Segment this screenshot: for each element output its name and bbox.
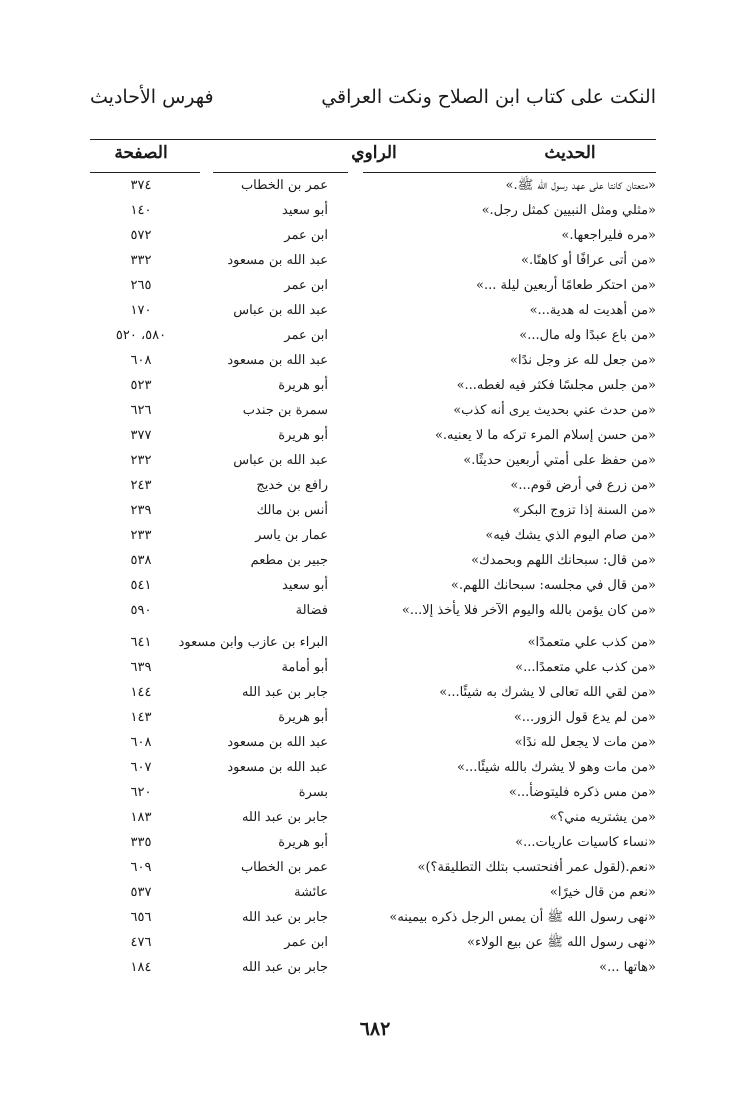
hadith-cell: «من حدث عني بحديث يرى أنه كذب» (453, 403, 656, 418)
narrator-cell: أبو أمامة (281, 660, 328, 675)
narrator-cell: ابن عمر (284, 278, 328, 293)
column-header-hadith: الحديث (544, 143, 596, 163)
page-cell: ٦٠٨ (130, 353, 152, 368)
hadith-cell: «نساء كاسيات عاريات...» (515, 835, 656, 850)
table-row (90, 199, 656, 224)
table-row (90, 574, 656, 599)
book-title: النكت على كتاب ابن الصلاح ونكت العراقي (321, 86, 656, 108)
table-row (90, 831, 656, 856)
narrator-cell: سمرة بن جندب (242, 403, 328, 418)
page-cell: ١٤٤ (130, 685, 152, 700)
page-cell: ٣٣٢ (130, 253, 152, 268)
page-cell: ٥٨٠، ٥٢٠ (115, 328, 167, 343)
hadith-cell: «من احتكر طعامًا أربعين ليلة ...» (475, 278, 656, 293)
narrator-cell: أبو سعيد (282, 203, 328, 218)
narrator-cell: أنس بن مالك (256, 503, 328, 518)
page-cell: ٥٧٢ (130, 228, 152, 243)
narrator-cell: بسرة (298, 785, 328, 800)
hadith-cell: «من أهديت له هدية...» (529, 303, 656, 318)
narrator-cell: فضالة (295, 603, 328, 618)
page-cell: ٥٩٠ (130, 603, 152, 618)
narrator-cell: جابر بن عبد الله (241, 810, 328, 825)
table-row (90, 806, 656, 831)
page-cell: ٦٣٩ (130, 660, 152, 675)
hadith-cell: «من كان يؤمن بالله واليوم الآخر فلا يأخذ إلا...» (401, 603, 656, 618)
hadith-cell: «من مس ذكره فليتوضأ...» (508, 785, 656, 800)
table-header (90, 143, 656, 171)
hadith-cell: «متعتان كانتا على عهد رسول الله ﷺ.» (505, 178, 656, 193)
narrator-cell: عبد الله بن مسعود (227, 253, 328, 268)
page-cell: ٦٠٩ (130, 860, 152, 875)
page-cell: ٣٣٥ (130, 835, 152, 850)
narrator-cell: أبو هريرة (278, 835, 328, 850)
narrator-cell: ابن عمر (284, 328, 328, 343)
table-row (90, 931, 656, 956)
narrator-cell: عمر بن الخطاب (240, 860, 328, 875)
table-row (90, 731, 656, 756)
page-cell: ٦٥٦ (130, 910, 152, 925)
page-number: ٦٨٢ (359, 1018, 391, 1040)
page-cell: ٣٧٧ (130, 428, 152, 443)
column-underline-narrator (213, 172, 348, 173)
hadith-cell: «هاتها ...» (599, 960, 656, 975)
narrator-cell: جبير بن مطعم (250, 553, 328, 568)
hadith-cell: «من كذب علي متعمدًا» (527, 635, 656, 650)
table-row (90, 549, 656, 574)
hadith-cell: «من مات لا يجعل لله ندًا» (514, 735, 656, 750)
column-header-narrator: الراوي (351, 143, 397, 163)
table-row (90, 449, 656, 474)
page-cell: ١٨٣ (130, 810, 152, 825)
narrator-cell: أبو هريرة (278, 378, 328, 393)
running-head (90, 86, 656, 116)
narrator-cell: رافع بن خديج (256, 478, 328, 493)
header-rule (90, 139, 656, 140)
table-row (90, 756, 656, 781)
narrator-cell: أبو هريرة (278, 428, 328, 443)
hadith-cell: «نعم.(لقول عمر أفنحتسب بتلك التطليقة؟)» (417, 860, 656, 875)
narrator-cell: ابن عمر (284, 228, 328, 243)
table-row (90, 424, 656, 449)
page-cell: ١٤٣ (130, 710, 152, 725)
table-row (90, 349, 656, 374)
page-cell: ١٤٠ (130, 203, 152, 218)
hadith-cell: «من جلس مجلسًا فكثر فيه لغطه...» (456, 378, 656, 393)
narrator-cell: عمر بن الخطاب (240, 178, 328, 193)
table-row (90, 274, 656, 299)
page-cell: ٣٧٤ (130, 178, 152, 193)
page-cell: ٥٤١ (130, 578, 152, 593)
table-row (90, 324, 656, 349)
narrator-cell: ابن عمر (284, 935, 328, 950)
page-cell: ١٨٤ (130, 960, 152, 975)
page-cell: ٢٦٥ (130, 278, 152, 293)
page-cell: ٦٢٦ (130, 403, 152, 418)
page-cell: ٥٣٨ (130, 553, 152, 568)
page-cell: ٢٣٣ (130, 528, 152, 543)
table-row (90, 224, 656, 249)
narrator-cell: أبو هريرة (278, 710, 328, 725)
table-row (90, 906, 656, 931)
table-row (90, 706, 656, 731)
table-row (90, 599, 656, 624)
hadith-cell: «من أتى عرافًا أو كاهنًا.» (521, 253, 656, 268)
hadith-cell: «من السنة إذا تزوج البكر» (512, 503, 656, 518)
column-underline-page (90, 172, 200, 173)
column-underline-hadith (363, 172, 656, 173)
page-cell: ٤٧٦ (130, 935, 152, 950)
hadith-cell: «من لقي الله تعالى لا يشرك به شيئًا...» (439, 685, 656, 700)
hadith-cell: «من قال في مجلسه: سبحانك اللهم.» (450, 578, 656, 593)
table-row (90, 524, 656, 549)
narrator-cell: أبو سعيد (282, 578, 328, 593)
hadith-cell: «من مات وهو لا يشرك بالله شيئًا...» (457, 760, 656, 775)
table-row (90, 656, 656, 681)
table-row (90, 956, 656, 981)
hadith-cell: «من كذب علي متعمدًا...» (515, 660, 656, 675)
page-cell: ٢٣٩ (130, 503, 152, 518)
page-cell: ٦٠٧ (130, 760, 152, 775)
page-cell: ٦٤١ (130, 635, 152, 650)
hadith-cell: «من زرع في أرض قوم...» (510, 478, 656, 493)
table-row (90, 299, 656, 324)
page-cell: ٥٢٣ (130, 378, 152, 393)
table-row (90, 399, 656, 424)
narrator-cell: عبد الله بن مسعود (227, 735, 328, 750)
narrator-cell: عمار بن ياسر (255, 528, 328, 543)
hadith-cell: «من قال: سبحانك اللهم وبحمدك» (471, 553, 656, 568)
hadith-cell: «من باع عبدًا وله مال...» (519, 328, 656, 343)
column-header-page: الصفحة (114, 143, 168, 163)
table-row (90, 681, 656, 706)
hadith-cell: «نهى رسول الله ﷺ أن يمس الرجل ذكره بيمينه» (389, 910, 656, 925)
page-cell: ٦٢٠ (130, 785, 152, 800)
page-cell: ٥٣٧ (130, 885, 152, 900)
hadith-index-table (90, 174, 656, 981)
narrator-cell: عبد الله بن عباس (233, 303, 328, 318)
narrator-cell: عبد الله بن مسعود (227, 760, 328, 775)
narrator-cell: عائشة (294, 885, 328, 900)
table-row (90, 881, 656, 906)
hadith-cell: «مره فليراجعها.» (561, 228, 656, 243)
narrator-cell: جابر بن عبد الله (241, 910, 328, 925)
narrator-cell: عبد الله بن مسعود (227, 353, 328, 368)
narrator-cell: جابر بن عبد الله (241, 685, 328, 700)
narrator-cell: عبد الله بن عباس (233, 453, 328, 468)
section-title: فهرس الأحاديث (90, 86, 214, 108)
table-row (90, 624, 656, 656)
page-cell: ١٧٠ (130, 303, 152, 318)
hadith-cell: «من حسن إسلام المرء تركه ما لا يعنيه.» (434, 428, 656, 443)
hadith-cell: «من يشتريه مني؟» (549, 810, 656, 825)
page-cell: ٢٣٢ (130, 453, 152, 468)
hadith-cell: «نعم من قال خيرًا» (549, 885, 656, 900)
narrator-cell: جابر بن عبد الله (241, 960, 328, 975)
hadith-cell: «من لم يدع قول الزور...» (513, 710, 656, 725)
page-cell: ٢٤٣ (130, 478, 152, 493)
hadith-cell: «نهى رسول الله ﷺ عن بيع الولاء» (467, 935, 656, 950)
table-row (90, 781, 656, 806)
table-row (90, 174, 656, 199)
table-row (90, 856, 656, 881)
hadith-cell: «من جعل لله عز وجل ندًا» (510, 353, 656, 368)
page-cell: ٦٠٨ (130, 735, 152, 750)
table-row (90, 499, 656, 524)
hadith-cell: «من صام اليوم الذي يشك فيه» (485, 528, 656, 543)
hadith-cell: «من حفظ على أمتي أربعين حديثًا.» (463, 453, 656, 468)
narrator-cell: البراء بن عازب وابن مسعود (178, 635, 328, 650)
table-row (90, 374, 656, 399)
hadith-cell: «مثلي ومثل النبيين كمثل رجل.» (481, 203, 656, 218)
table-row (90, 249, 656, 274)
table-row (90, 474, 656, 499)
